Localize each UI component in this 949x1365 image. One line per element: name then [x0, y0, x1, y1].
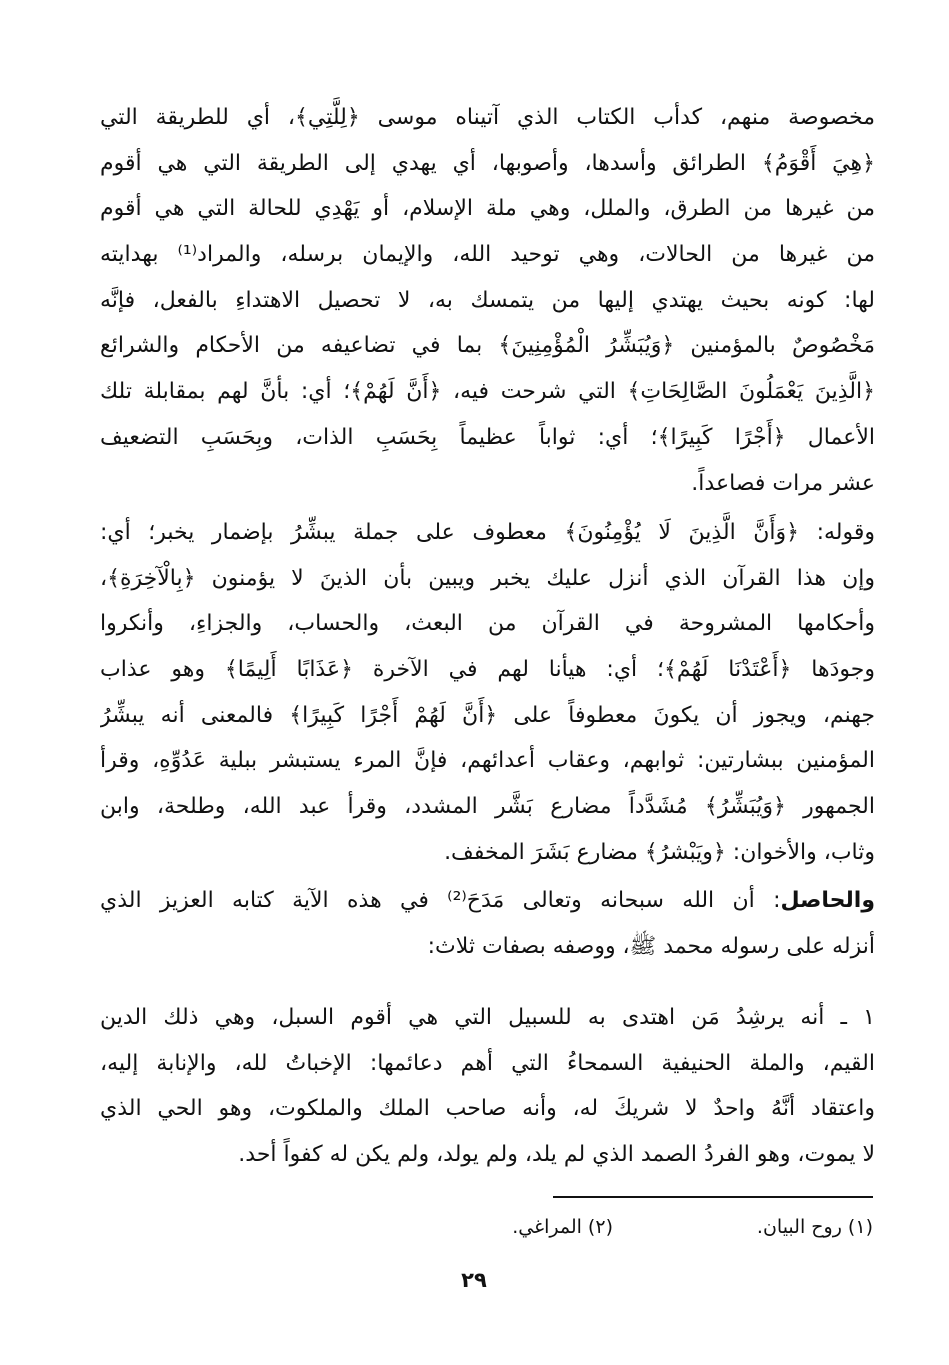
paragraph-4	[100, 995, 875, 1178]
footnote-divider	[553, 1196, 873, 1198]
text-line: ﴿الَّذِينَ يَعْمَلُونَ الصَّالِحَاتِ﴾ التي شرحت فيه، ﴿أَنَّ لَهُمْ﴾؛ أي: بأنَّ لهم بمقابلة تلك	[100, 379, 875, 405]
text-line: من غيرها من الطرق، والملل، وهي ملة الإسلام، أو يَهْدِي للحالة التي هي أقوم	[100, 196, 875, 222]
page-number: ٢٩	[461, 1268, 487, 1292]
text-line: وأحكامها المشروحة في القرآن من البعث، والحساب، والجزاءِ، وأنكروا	[100, 611, 875, 637]
text-line: الجمهور ﴿وَيُبَشِّرُ﴾ مُشَدَّداً مضارع بَشَّر المشدد، وقرأ عبد الله، وطلحة، وابن	[100, 794, 875, 820]
text-line: لها: كونه بحيث يهتدي إليها من يتمسك به، لا تحصيل الاهتداءِ بالفعل، فإنَّه	[100, 287, 875, 313]
footnote-2: (٢) المراغي.	[512, 1216, 613, 1238]
text-line: الأعمال ﴿أَجْرًا كَبِيرًا﴾؛ أي: ثواباً عظيماً بِحَسَبِ الذات، وبِحَسَبِ التضعيف	[100, 424, 875, 450]
text-line: وثاب، والأخوان: ﴿ويَبْشرُ﴾ مضارع بَشَرَ المخفف.	[444, 839, 875, 865]
text-line: ﴿هِيَ أَقْوَمُ﴾ الطرائق وأسدها، وأصوبها، أي يهدي إلى الطريقة التي هي أقوم	[100, 150, 875, 176]
text-line: مَخْصُوصٌ بالمؤمنين ﴿وَيُبَشِّرُ الْمُؤْمِنِينَ﴾ بما في تضاعيفه من الأحكام والشرائع	[100, 333, 875, 359]
text-line: لا يموت، وهو الفردُ الصمد الذي لم يلد، ولم يولد، ولم يكن له كفواً أحد.	[238, 1142, 875, 1168]
text-line: وجودَها ﴿أَعْتَدْنَا لَهُمْ﴾؛ أي: هيأنا لهم في الآخرة ﴿عَذَابًا أَلِيمًا﴾ وهو عذاب	[100, 657, 875, 683]
text-line: واعتقاد أنَّهُ واحدٌ لا شريكَ له، وأنه صاحب الملك والملكوت، وهو الحي الذي	[100, 1096, 875, 1122]
text-line: عشر مرات فصاعداً.	[691, 470, 875, 496]
text-line: ١ ـ أنه يرشِدُ مَن اهتدى به للسبيل التي هي أقوم السبل، وهي ذلك الدين	[100, 1005, 875, 1030]
text-line: والحاصل: أن الله سبحانه وتعالى مَدَحَ⁽²⁾ في هذه الآية كتابه العزيز الذي	[100, 888, 875, 913]
text-line: وقوله: ﴿وَأَنَّ الَّذِينَ لَا يُؤْمِنُونَ﴾ معطوف على جملة يبشِّرُ بإضمار يخبر؛ أي:	[100, 520, 875, 545]
text-line: القيم، والملة الحنيفية السمحاءُ التي أهم دعائمها: الإخباتُ لله، والإنابة إليه،	[100, 1050, 875, 1076]
paragraph-2	[100, 510, 875, 876]
text-line: جهنم، ويجوز أن يكونَ معطوفاً على ﴿أَنَّ لَهُمْ أَجْرًا كَبِيرًا﴾ فالمعنى أنه يبشِّرُ	[100, 702, 875, 728]
footnote-1: (١) روح البيان.	[756, 1216, 873, 1238]
text-line: من غيرها من الحالات، وهي توحيد الله، والإيمان برسله، والمراد⁽¹⁾ بهدايته	[100, 242, 875, 268]
text-line: أنزله على رسوله محمد ﷺ، ووصفه بصفات ثلاث:	[427, 933, 875, 959]
paragraph-3	[100, 878, 875, 969]
footnotes	[300, 1212, 873, 1242]
paragraph-1	[100, 95, 875, 506]
text-line: المؤمنين ببشارتين: ثوابهم، وعقاب أعدائهم، فإنَّ المرء يستبشر ببلية عَدُوِّهِ، وقرأ	[100, 748, 875, 774]
lead-in-word: والحاصل	[780, 888, 875, 913]
text-line: مخصوصة منهم، كدأب الكتاب الذي آتيناه موسى ﴿لِلَّتِي﴾، أي للطريقة التي	[100, 105, 875, 130]
text-line: وإن هذا القرآن الذي أنزل عليك يخبر ويبين بأن الذينَ لا يؤمنون ﴿بِالْآخِرَةِ﴾،	[100, 565, 875, 591]
